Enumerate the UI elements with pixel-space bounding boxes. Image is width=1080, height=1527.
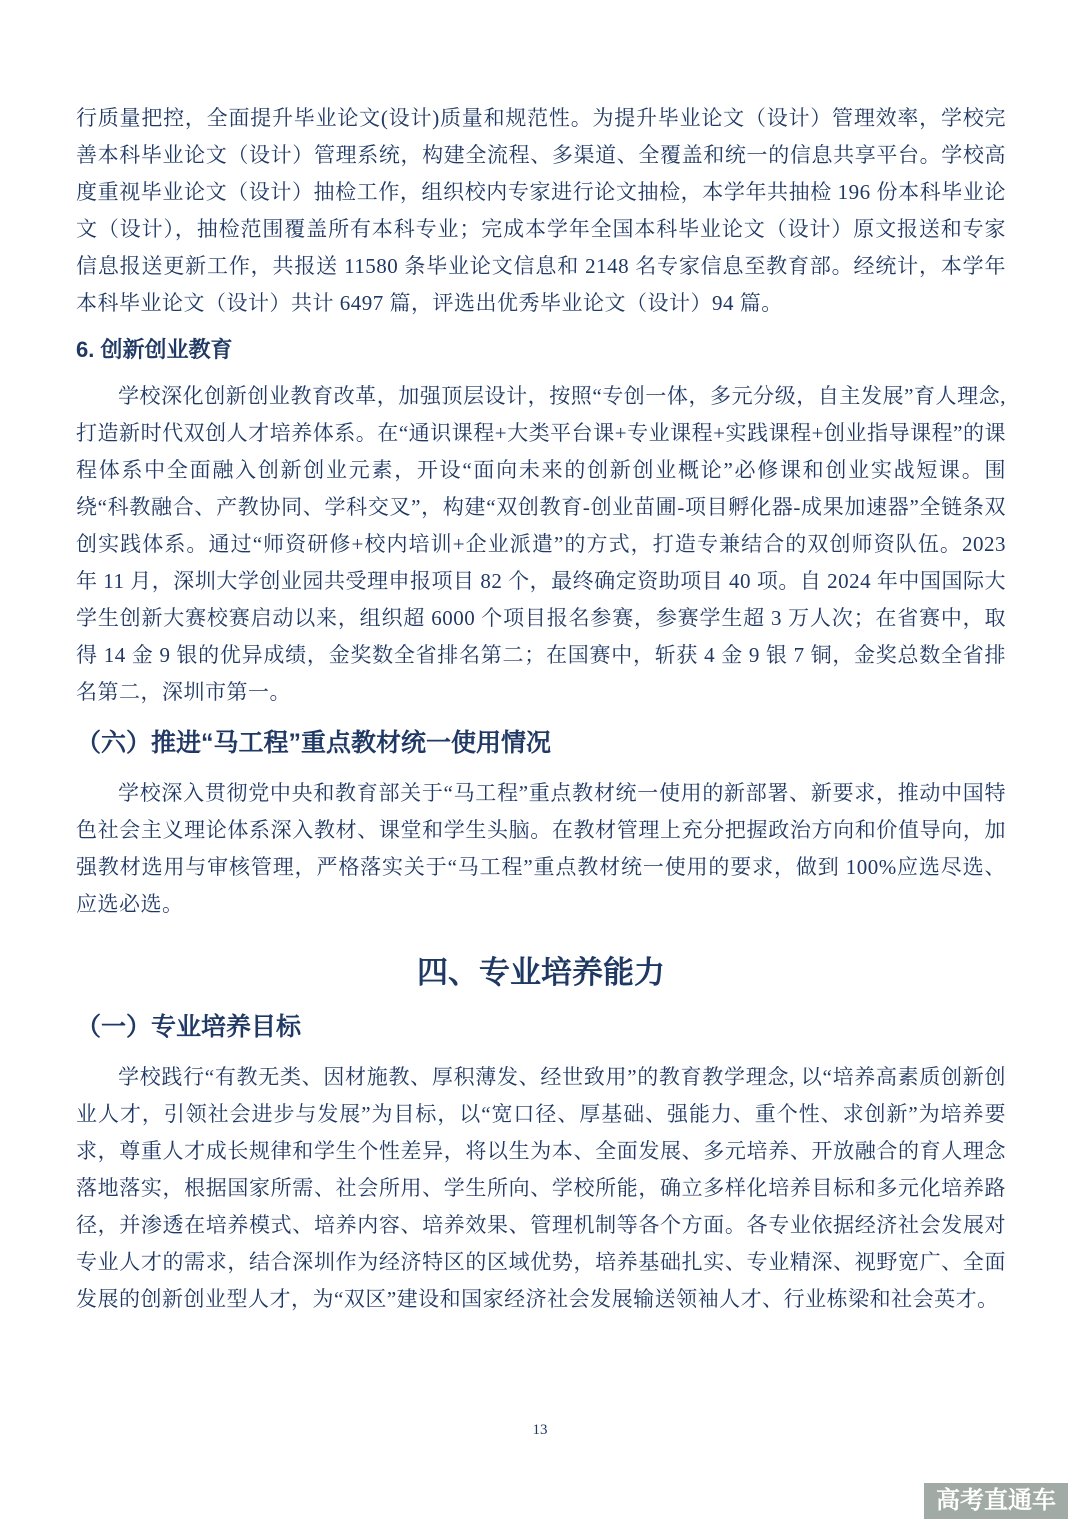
paragraph-innovation-education: 学校深化创新创业教育改革，加强顶层设计，按照“专创一体，多元分级，自主发展”育人理念, 打造新时代双创人才培养体系。在“通识课程+大类平台课+专业课程+实践课程+创业指导课程”的课程体系中全面融入创新创业元素，开设“面向未来的创新创业概论”必修课和创业实战短课。围绕“科教融合、产教协同、学科交叉”，构建“双创教育-创业苗圃-项目孵化器-成果加速器”全链条双创实践体系。通过“师资研修+校内培训+企业派遣”的方式，打造专兼结合的双创师资队伍。2023 年 11 月，深圳大学创业园共受理申报项目 82 个，最终确定资助项目 40 项。自 2024 年中国国际大学生创新大赛校赛启动以来，组织超 6000 个项目报名参赛，参赛学生超 3 万人次；在省赛中，取得 14 金 9 银的优异成绩，金奖数全省排名第二；在国赛中，斩获 4 金 9 银 7 铜，金奖总数全省排名第二，深圳市第一。	[76, 384, 1006, 704]
heading-ma-project-textbooks: （六）推进“马工程”重点教材统一使用情况	[76, 729, 552, 757]
paragraph-ma-project-textbooks: 学校深入贯彻党中央和教育部关于“马工程”重点教材统一使用的新部署、新要求，推动中国特色社会主义理论体系深入教材、课堂和学生头脑。在教材管理上充分把握政治方向和价值导向，加强教材选用与审核管理，严格落实关于“马工程”重点教材统一使用的要求，做到 100%应选尽选、应选必选。	[76, 781, 1006, 916]
page-number: 13	[532, 1422, 548, 1438]
heading-section-four-title: 四、专业培养能力	[417, 955, 665, 990]
watermark-badge: 高考直通车	[924, 1483, 1068, 1519]
heading-innovation-education: 6. 创新创业教育	[76, 337, 233, 362]
page-content	[76, 100, 1006, 1318]
paragraph-thesis-quality: 行质量把控，全面提升毕业论文(设计)质量和规范性。为提升毕业论文（设计）管理效率，学校完善本科毕业论文（设计）管理系统，构建全流程、多渠道、全覆盖和统一的信息共享平台。学校高度重视毕业论文（设计）抽检工作，组织校内专家进行论文抽检，本学年共抽检 196 份本科毕业论文（设计），抽检范围覆盖所有本科专业；完成本学年全国本科毕业论文（设计）原文报送和专家信息报送更新工作，共报送 11580 条毕业论文信息和 2148 名专家信息至教育部。经统计，本学年本科毕业论文（设计）共计 6497 篇，评选出优秀毕业论文（设计）94 篇。	[76, 106, 1006, 315]
paragraph-training-goal: 学校践行“有教无类、因材施教、厚积薄发、经世致用”的教育教学理念, 以“培养高素质创新创业人才，引领社会进步与发展”为目标，以“宽口径、厚基础、强能力、重个性、求创新”为培养要求，尊重人才成长规律和学生个性差异，将以生为本、全面发展、多元培养、开放融合的育人理念落地落实，根据国家所需、社会所用、学生所向、学校所能，确立多样化培养目标和多元化培养路径，并渗透在培养模式、培养内容、培养效果、管理机制等各个方面。各专业依据经济社会发展对专业人才的需求，结合深圳作为经济特区的区域优势，培养基础扎实、专业精深、视野宽广、全面发展的创新创业型人才，为“双区”建设和国家经济社会发展输送领袖人才、行业栋梁和社会英才。	[76, 1065, 1006, 1311]
heading-training-goal: （一）专业培养目标	[76, 1013, 302, 1041]
